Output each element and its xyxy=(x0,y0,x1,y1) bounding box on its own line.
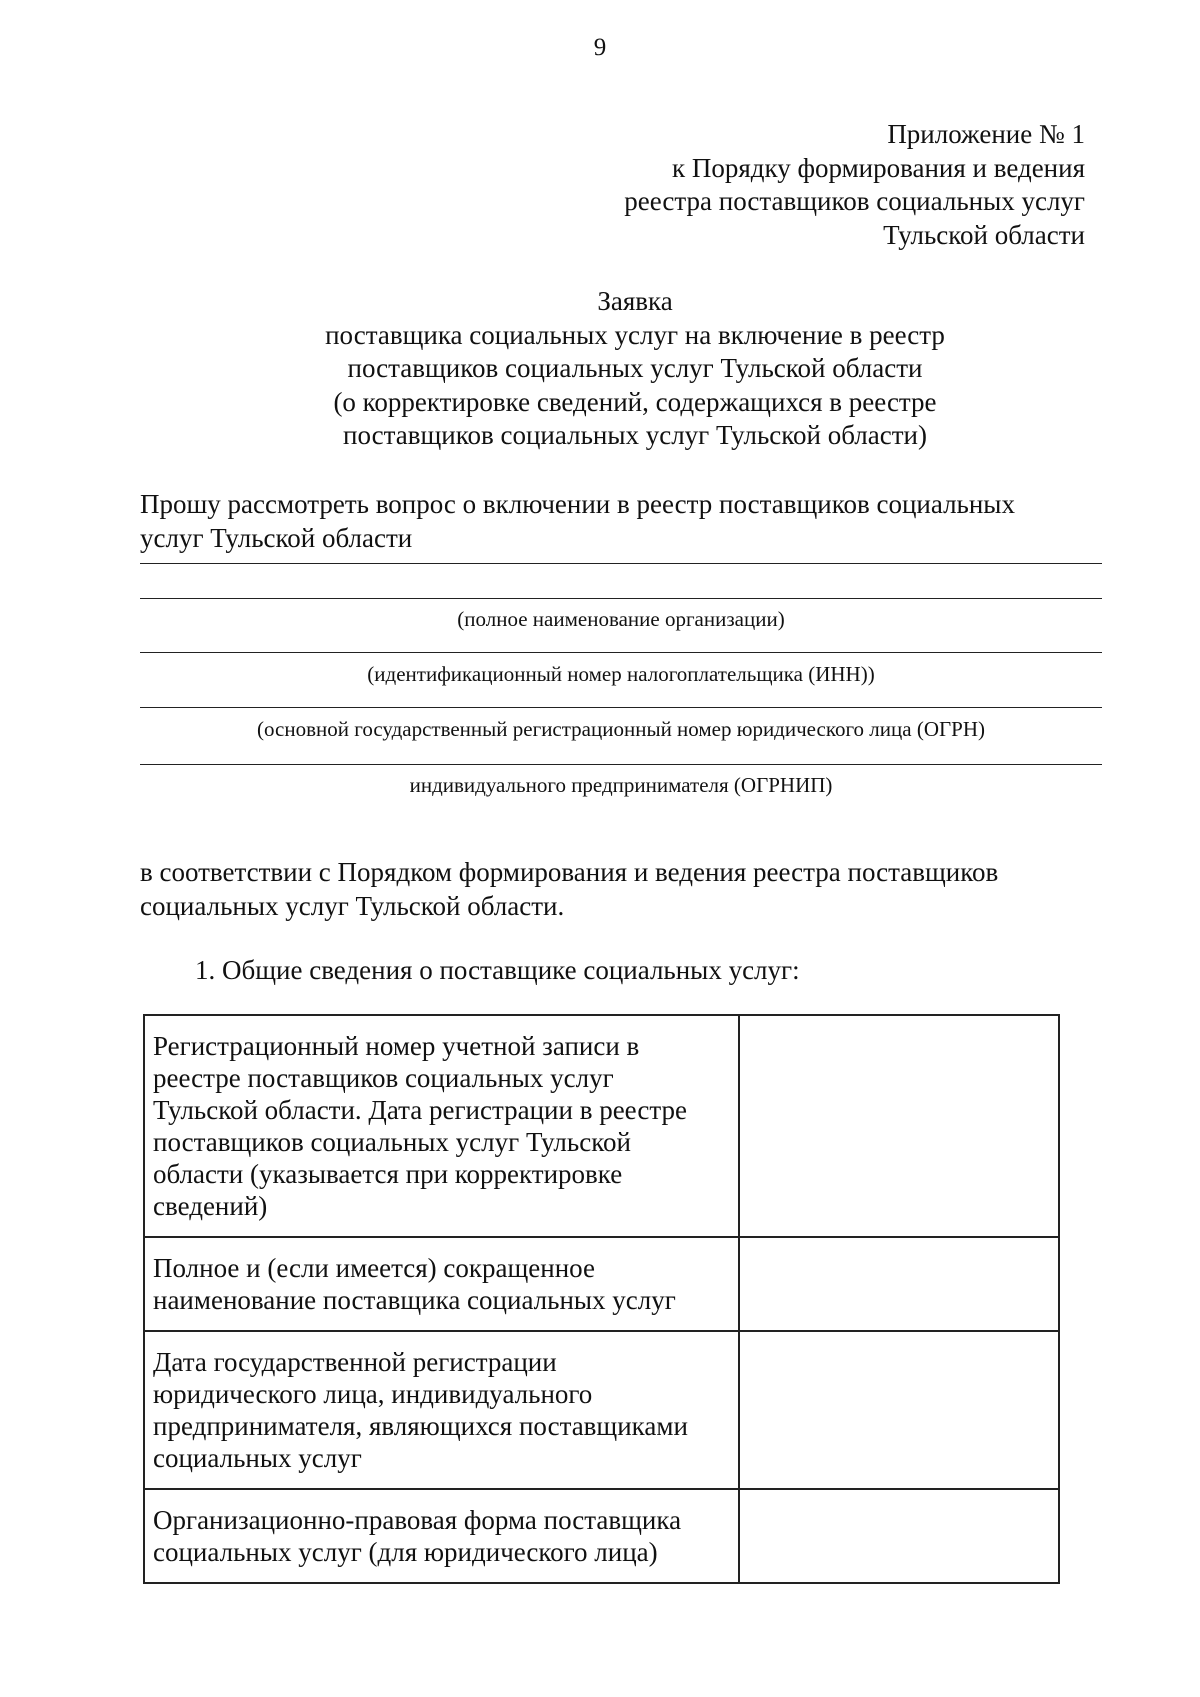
row-label-cell xyxy=(144,1331,739,1489)
table-row xyxy=(144,1237,1059,1331)
conformity-line: социальных услуг Тульской области. xyxy=(140,891,565,921)
table-row xyxy=(144,1331,1059,1489)
conformity-paragraph xyxy=(140,855,1100,923)
cell-text-line: Организационно-правовая форма поставщика xyxy=(153,1505,682,1535)
row-value-cell[interactable] xyxy=(739,1237,1059,1331)
cell-text-line: социальных услуг xyxy=(153,1443,362,1473)
section-heading: 1. Общие сведения о поставщике социальных услуг: xyxy=(195,955,800,985)
page-number: 9 xyxy=(593,34,607,61)
cell-text-line: Тульской области. Дата регистрации в реестре xyxy=(153,1095,687,1125)
title-line: Заявка xyxy=(597,286,673,316)
appendix-line: Тульской области xyxy=(883,219,1085,250)
title-line: поставщиков социальных услуг Тульской области xyxy=(347,353,923,383)
cell-text-line: юридического лица, индивидуального xyxy=(153,1379,593,1409)
org-name-fill-line[interactable] xyxy=(140,598,1102,599)
ogrnip-caption: индивидуального предпринимателя (ОГРНИП) xyxy=(409,773,833,797)
request-line: услуг Тульской области xyxy=(140,523,413,553)
request-paragraph xyxy=(140,487,1100,555)
appendix-header xyxy=(624,118,1085,252)
row-label-cell xyxy=(144,1489,739,1583)
inn-caption: (идентификационный номер налогоплательщика (ИНН)) xyxy=(367,662,875,686)
cell-text-line: Регистрационный номер учетной записи в xyxy=(153,1031,640,1061)
cell-text-line: наименование поставщика социальных услуг xyxy=(153,1285,676,1315)
row-label-cell xyxy=(144,1015,739,1237)
title-line: поставщиков социальных услуг Тульской области) xyxy=(343,420,927,450)
appendix-line: к Порядку формирования и ведения xyxy=(671,152,1085,183)
ogrn-fill-line[interactable] xyxy=(140,707,1102,708)
table-row xyxy=(144,1489,1059,1583)
table-row xyxy=(144,1015,1059,1237)
cell-text-line: сведений) xyxy=(153,1191,268,1221)
conformity-line: в соответствии с Порядком формирования и ведения реестра поставщиков xyxy=(140,857,999,887)
row-label-cell xyxy=(144,1237,739,1331)
org-name-fill-line[interactable] xyxy=(140,563,1102,564)
row-value-cell[interactable] xyxy=(739,1331,1059,1489)
ogrnip-fill-line[interactable] xyxy=(140,764,1102,765)
document-title xyxy=(0,285,1200,453)
cell-text-line: предпринимателя, являющихся поставщиками xyxy=(153,1411,688,1441)
row-value-cell[interactable] xyxy=(739,1489,1059,1583)
provider-info-table xyxy=(143,1014,1060,1584)
row-value-cell[interactable] xyxy=(739,1015,1059,1237)
cell-text-line: социальных услуг (для юридического лица) xyxy=(153,1537,658,1567)
appendix-line: реестра поставщиков социальных услуг xyxy=(624,186,1085,216)
cell-text-line: области (указывается при корректировке xyxy=(153,1159,623,1189)
ogrn-caption: (основной государственный регистрационный номер юридического лица (ОГРН) xyxy=(257,717,985,741)
cell-text-line: Дата государственной регистрации xyxy=(153,1347,557,1377)
appendix-line: Приложение № 1 xyxy=(887,119,1085,149)
cell-text-line: реестре поставщиков социальных услуг xyxy=(153,1063,614,1093)
cell-text-line: Полное и (если имеется) сокращенное xyxy=(153,1253,595,1283)
title-line: поставщика социальных услуг на включение в реестр xyxy=(325,319,945,350)
inn-fill-line[interactable] xyxy=(140,652,1102,653)
cell-text-line: поставщиков социальных услуг Тульской xyxy=(153,1127,631,1157)
request-line: Прошу рассмотреть вопрос о включении в реестр поставщиков социальных xyxy=(140,489,1015,519)
title-line: (о корректировке сведений, содержащихся в реестре xyxy=(333,386,937,417)
full-name-caption: (полное наименование организации) xyxy=(457,607,785,631)
